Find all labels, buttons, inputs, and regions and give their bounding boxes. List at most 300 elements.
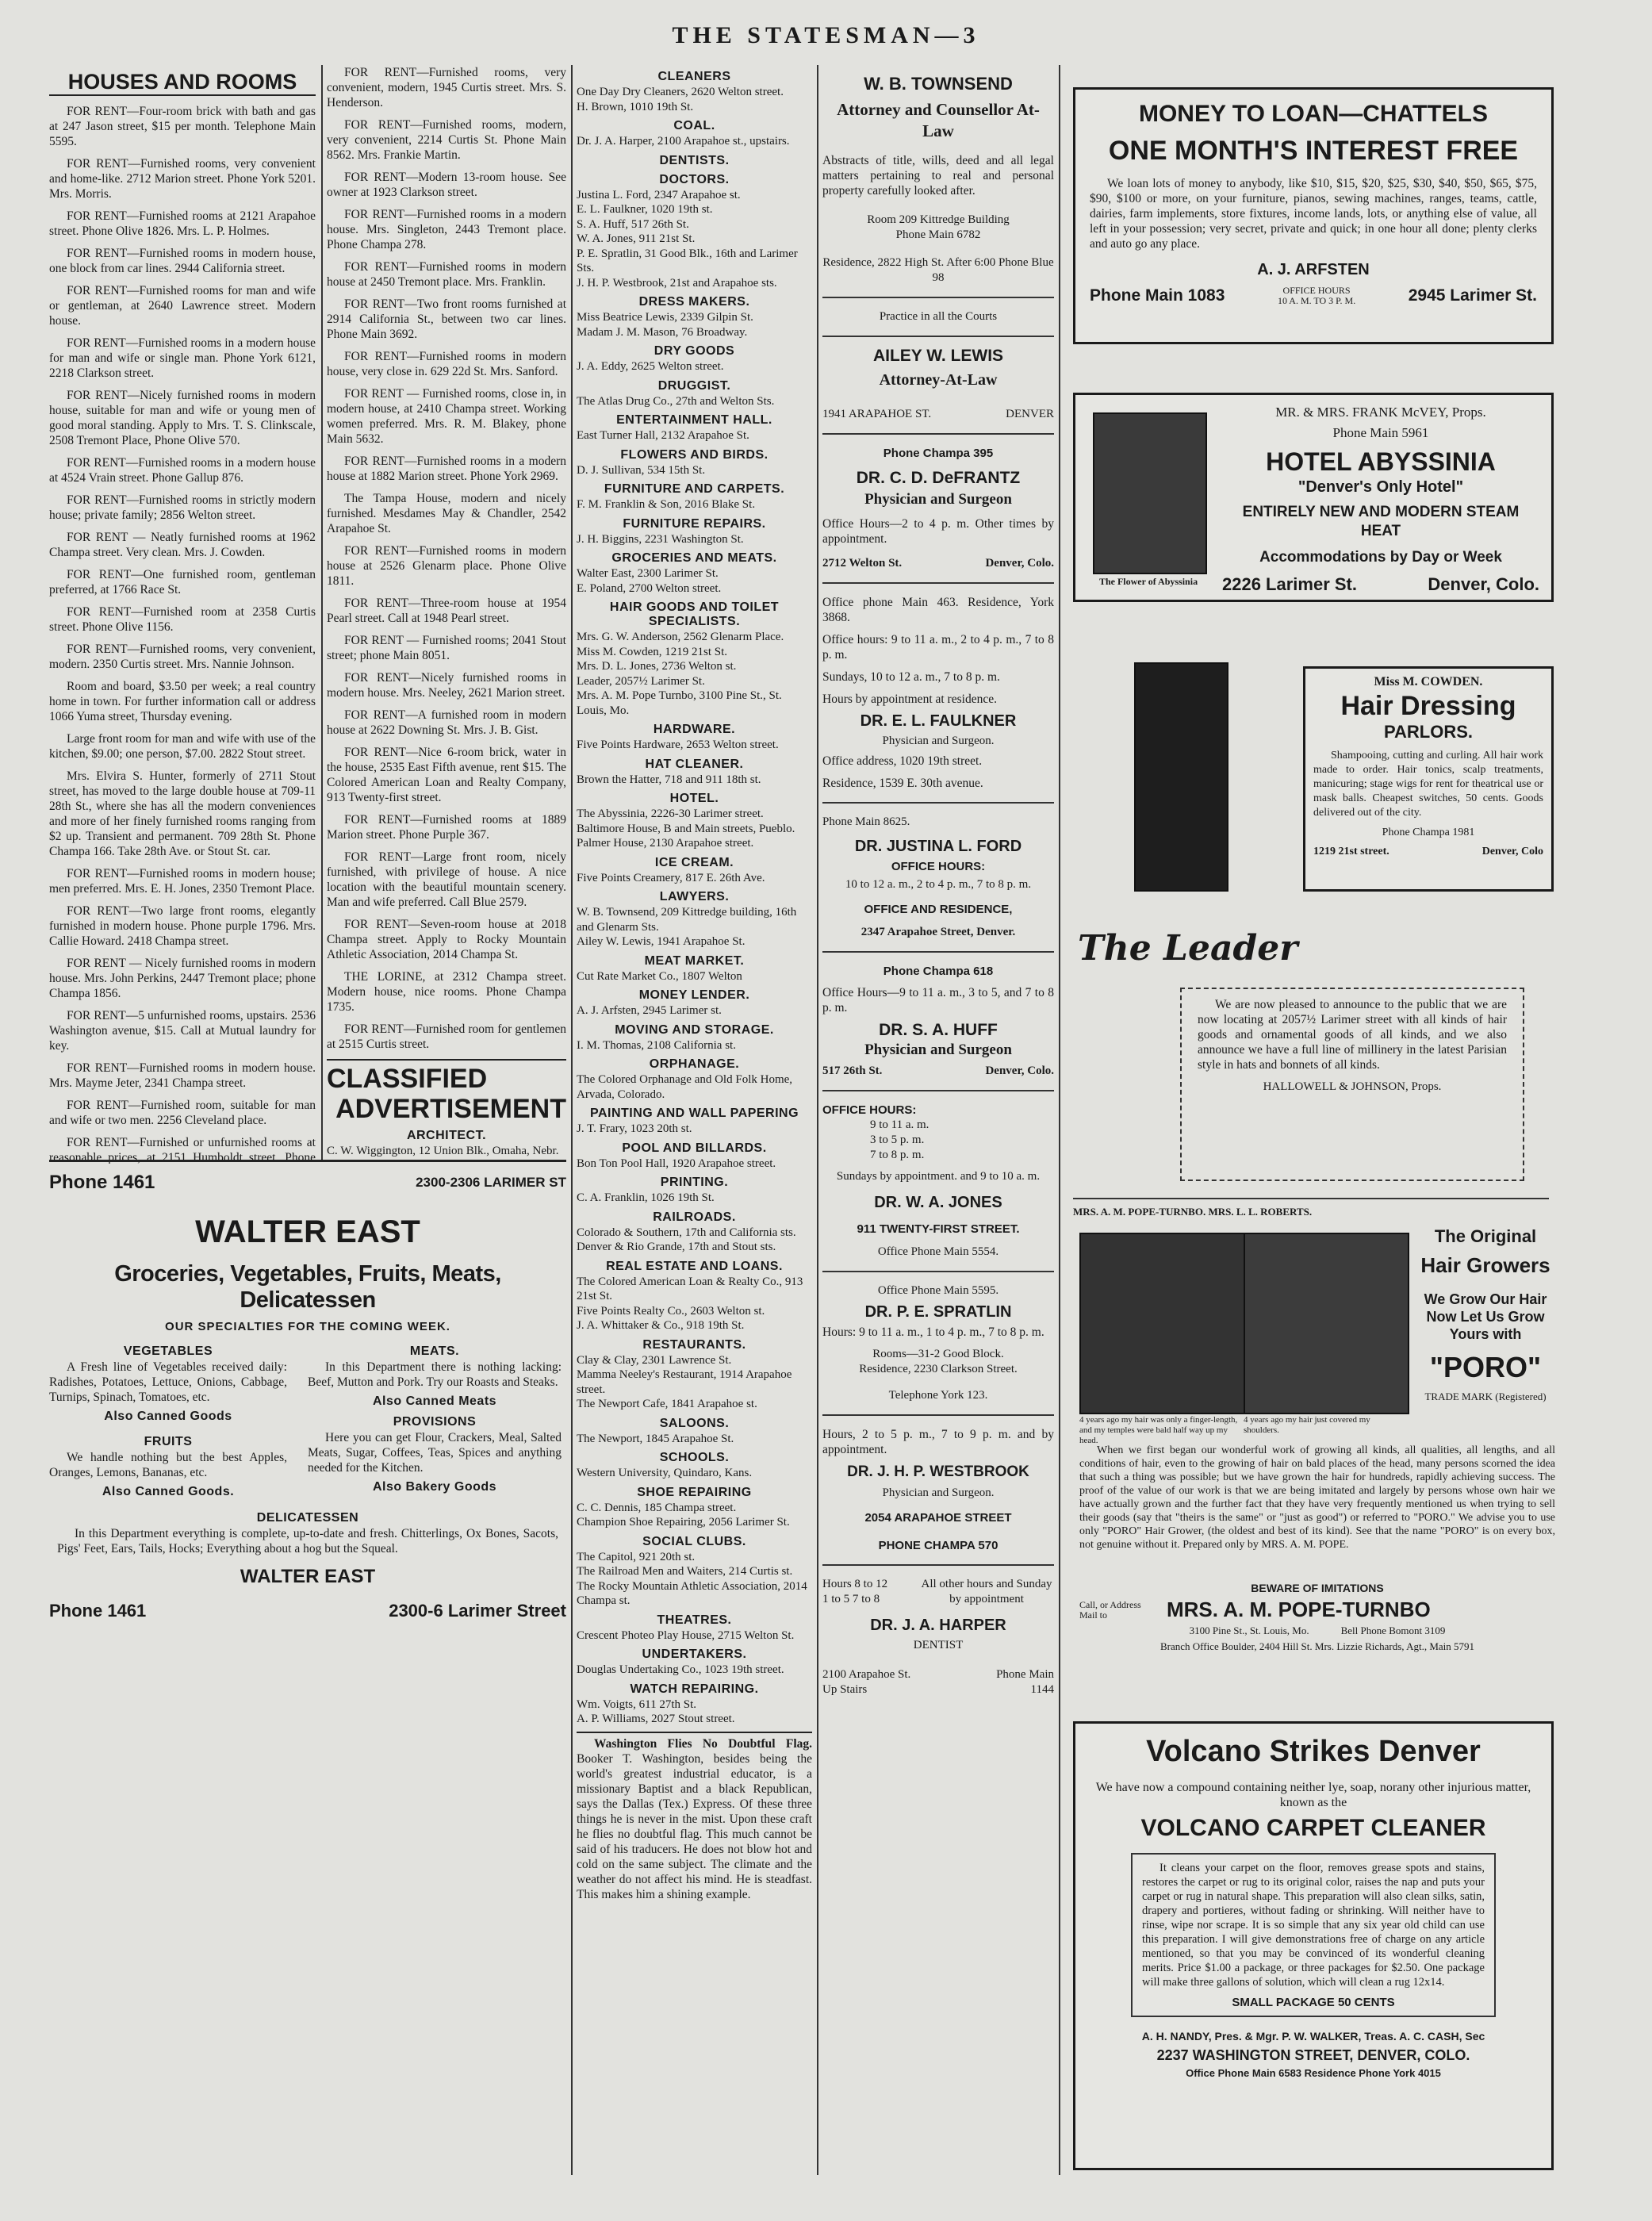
walter-foot-name: WALTER EAST: [240, 1566, 376, 1587]
poro-brand: "PORO": [1429, 1351, 1542, 1383]
lewis-address: 1941 ARAPAHOE ST.: [822, 408, 932, 420]
faulkner-hours: Office hours: 9 to 11 a. m., 2 to 4 p. m., 7 to 8 p. m.: [822, 633, 1054, 662]
directory-entry: Palmer House, 2130 Arapahoe street.: [577, 837, 754, 850]
classified-ad: FOR RENT—Furnished rooms in a modern house for man and wife or single man. Phone York 6121, 2218 Clarkson street.: [49, 336, 316, 380]
section-heading: RESTAURANTS.: [642, 1337, 746, 1352]
lewis-city: DENVER: [1006, 408, 1054, 420]
jones-name: DR. W. A. JONES: [874, 1194, 1002, 1211]
leader-title: The Leader: [1078, 928, 1298, 969]
ford-address: 2347 Arapahoe Street, Denver.: [860, 926, 1016, 938]
westbrook-card: [822, 1427, 1054, 1553]
directory-entry: H. Brown, 1010 19th St.: [577, 100, 694, 113]
directory-entry: Crescent Photeo Play House, 2715 Welton St.: [577, 1628, 795, 1642]
jones-hours-heading: OFFICE HOURS:: [822, 1103, 917, 1117]
westbrook-title: Physician and Surgeon.: [882, 1486, 995, 1499]
directory-entry: A. J. Arfsten, 2945 Larimer st.: [577, 1004, 722, 1017]
hair-address: 1219 21st street.: [1313, 846, 1389, 857]
hair-dressing-ad: [1303, 666, 1554, 892]
directory-entry: Baltimore House, B and Main streets, Pueblo.: [577, 822, 795, 835]
directory-entry: F. M. Franklin & Son, 2016 Blake St.: [577, 498, 756, 511]
houses-column: [49, 65, 316, 1164]
directory-entry: J. T. Frary, 1023 20th st.: [577, 1122, 692, 1135]
hair-city: Denver, Colo: [1481, 846, 1543, 857]
meat-also: Also Canned Meats: [372, 1394, 497, 1408]
ford-hours: 10 to 12 a. m., 2 to 4 p. m., 7 to 8 p. m.: [845, 878, 1032, 891]
section-heading: LAWYERS.: [659, 890, 730, 903]
jones-hours-1: 9 to 11 a. m.: [870, 1118, 929, 1131]
classified-ad: FOR RENT—Large front room, nicely furnished, with privilege of house. A nice location with the beautiful mountain scenery. Man and wife preferred. Call Blue 2579.: [327, 850, 566, 909]
spratlin-telephone: Telephone York 123.: [888, 1389, 988, 1402]
column-rule: [1059, 65, 1060, 2175]
classified-header: [327, 1059, 566, 1124]
section-heading: THEATRES.: [657, 1613, 732, 1627]
classified-ad: FOR RENT—Two large front rooms, elegantly furnished in modern house. Phone purple 1796. Mrs. Callie Howard. 2418 Champa street.: [49, 904, 316, 948]
directory-entry: The Rocky Mountain Athletic Association, 2014 Champa st.: [577, 1579, 807, 1607]
walter-address: 2300-2306 LARIMER ST: [416, 1175, 566, 1190]
harper-phone: Phone Main 1144: [996, 1668, 1054, 1696]
hair-phone: Phone Champa 1981: [1382, 827, 1475, 838]
hotel-accommodations: Accommodations by Day or Week: [1259, 549, 1502, 566]
loan-hours: OFFICE HOURS 10 A. M. TO 3 P. M.: [1277, 285, 1356, 306]
spratlin-hours: Hours: 9 to 11 a. m., 1 to 4 p. m., 7 to 8 p. m.: [822, 1325, 1044, 1339]
section-heading: HARDWARE.: [653, 723, 736, 736]
section-heading: ENTERTAINMENT HALL.: [616, 413, 772, 427]
poro-bell-phone: Bell Phone Bomont 3109: [1340, 1625, 1446, 1636]
ford-name: DR. JUSTINA L. FORD: [854, 838, 1022, 855]
classified-ad: The Tampa House, modern and nicely furnished. Mesdames May & Chandler, 2542 Arapahoe St.: [327, 492, 566, 535]
directory-entry: Five Points Realty Co., 2603 Welton st.: [577, 1304, 765, 1318]
section-heading: GROCERIES AND MEATS.: [611, 551, 777, 565]
loan-title: MONEY TO LOAN—CHATTELS: [1138, 101, 1488, 127]
walter-left: [49, 1340, 287, 1500]
directory-entry: The Railroad Men and Waiters, 214 Curtis st.: [577, 1565, 793, 1578]
directory-entry: C. A. Franklin, 1026 19th St.: [577, 1191, 715, 1204]
ford-card: [822, 815, 1054, 940]
leader-ad: [1073, 928, 1549, 1199]
loan-address: 2945 Larimer St.: [1408, 286, 1537, 305]
directory-entry: Miss M. Cowden, 1219 21st St.: [577, 645, 728, 658]
harper-title: DENTIST: [913, 1639, 964, 1651]
directory-entry: I. M. Thomas, 2108 California st.: [577, 1038, 736, 1052]
directory-entry: The Newport, 1845 Arapahoe St.: [577, 1432, 734, 1445]
poro-names: MRS. A. M. POPE-TURNBO. MRS. L. L. ROBERTS.: [1073, 1206, 1313, 1218]
section-heading: ORPHANAGE.: [649, 1057, 740, 1071]
directory-column: [577, 65, 812, 2175]
section-heading: SOCIAL CLUBS.: [642, 1534, 746, 1548]
poro-text: When we first began our wonderful work of growing all kinds, all qualities, all lengths, and all conditions of hair, even to the growing of hair on bald places of the head, many persons scorned the idea that such a thing was possible; but we have grown the hair for hundreds, rapidly achieving success. The proof of the value of our work is that we are being imitated and largely by persons whose own hair we have actually grown and the further fact that they have very frequently mentioned us when trying to sell their goods (say that "theirs is the same" or "just as good") or referred to "PORO." We advise you to use only "PORO" Hair Grower, (the oldest and best of its kind). See that the name "PORO" is on every box, not genuine without it. Prepared only by MRS. A. M. POPE.: [1079, 1444, 1555, 1551]
defrantz-phone: Phone Champa 395: [883, 447, 994, 460]
directory-entry: W. B. Townsend, 209 Kittredge building, 16th and Glenarm Sts.: [577, 906, 797, 934]
rooms-column: [327, 65, 566, 1164]
ford-hours-heading: OFFICE HOURS:: [891, 860, 986, 873]
jones-card: [822, 1103, 1054, 1260]
poro-caption-1: 4 years ago my hair was only a finger-length, and my temples were bald half way up my head.: [1079, 1415, 1238, 1445]
section-heading: PAINTING AND WALL PAPERING: [589, 1107, 799, 1120]
faulkner-name: DR. E. L. FAULKNER: [860, 712, 1017, 730]
directory-entry: Wm. Voigts, 611 27th St.: [577, 1697, 696, 1711]
loan-phone: Phone Main 1083: [1090, 286, 1225, 305]
prov-heading: PROVISIONS: [393, 1415, 477, 1429]
classified-ad: FOR RENT — Nicely furnished rooms in modern house. Mrs. John Perkins, 2447 Tremont place; phone Champa 1856.: [49, 957, 316, 1000]
faulkner-residence: Residence, 1539 E. 30th avenue.: [822, 777, 983, 790]
section-heading: FURNITURE REPAIRS.: [623, 516, 766, 531]
defrantz-card: [822, 446, 1054, 571]
directory-entry: C. C. Dennis, 185 Champa street.: [577, 1501, 737, 1514]
hair-text: Shampooing, cutting and curling. All hair work made to order. Hair tonics, scalp treatments, manicuring; stage wigs for rent for theatrical use or mask balls. Cheapest switches, 50 cents. Goods delivered out of the city.: [1313, 750, 1543, 819]
spratlin-rooms: Rooms—31-2 Good Block.: [872, 1348, 1004, 1360]
directory-entry: Denver & Rio Grande, 17th and Stout sts.: [577, 1241, 776, 1253]
harper-hours: Hours 8 to 12 1 to 5 7 to 8: [822, 1578, 888, 1605]
dark-image-block: [1134, 662, 1228, 892]
huff-card: [822, 964, 1054, 1079]
lewis-name: AILEY W. LEWIS: [872, 347, 1004, 365]
directory-entry: S. A. Huff, 517 26th St.: [577, 217, 689, 231]
directory-entry: Bon Ton Pool Hall, 1920 Arapahoe street.: [577, 1157, 776, 1170]
fruit-also: Also Canned Goods.: [102, 1485, 235, 1498]
townsend-room: Room 209 Kittredge Building: [867, 213, 1010, 226]
story-title: Washington Flies No Doubtful Flag.: [594, 1736, 812, 1751]
walter-right: [308, 1340, 562, 1500]
classified-ad: FOR RENT—Furnished rooms in modern house at 2450 Tremont place. Mrs. Franklin.: [327, 260, 566, 289]
poro-original: The Original: [1434, 1226, 1537, 1246]
veg-text: A Fresh line of Vegetables received daily: Radishes, Potatoes, Lettuce, Onions, Cabbage, Turnips, Spinach, Tomatoes, etc.: [49, 1360, 287, 1404]
poro-name: MRS. A. M. POPE-TURNBO: [1167, 1598, 1431, 1621]
column-rule: [321, 65, 323, 1160]
harper-card: [822, 1577, 1054, 1697]
meat-text: In this Department there is nothing lacking: Beef, Mutton and Pork. Try our Roasts and Steaks.: [308, 1360, 562, 1389]
prov-text: Here you can get Flour, Crackers, Meal, Salted Meats, Sugar, Coffees, Teas, Spices and anything needed for the Kitchen.: [308, 1431, 562, 1475]
deli-heading: DELICATESSEN: [256, 1511, 359, 1525]
classified-sections: [327, 1129, 566, 1164]
volcano-address: 2237 WASHINGTON STREET, DENVER, COLO.: [1156, 2047, 1470, 2063]
column-rule: [817, 65, 818, 2175]
classified-ad: FOR RENT—Furnished or unfurnished rooms at reasonable prices, at 2151 Humboldt street. Phone: [49, 1136, 316, 1164]
directory-entry: The Newport Cafe, 1841 Arapahoe st.: [577, 1398, 757, 1410]
veg-also: Also Canned Goods: [104, 1410, 232, 1423]
poro-address: 3100 Pine St., St. Louis, Mo.: [1189, 1625, 1309, 1636]
directory-entry: Justina L. Ford, 2347 Arapahoe st.: [577, 188, 741, 201]
hair-subtitle: PARLORS.: [1383, 722, 1474, 742]
defrantz-hours: Office Hours—2 to 4 p. m. Other times by appointment.: [822, 517, 1054, 546]
classified-ad: FOR RENT—Furnished rooms at 2121 Arapahoe street. Phone Olive 1826. Mrs. L. P. Holmes.: [49, 209, 316, 238]
practice-line: Practice in all the Courts: [879, 310, 998, 323]
directory-entry: Mrs. D. L. Jones, 2736 Welton st.: [577, 660, 737, 673]
classified-ad: FOR RENT—Nicely furnished rooms in modern house, suitable for man and wife or young men of good moral standing. Apply to Mrs. T. S. Clinkscale, 2508 Tremont Place, Phone Olive 570.: [49, 389, 316, 447]
townsend-card: [822, 76, 1054, 286]
directory-entry: Dr. J. A. Harper, 2100 Arapahoe st., upstairs.: [577, 135, 790, 148]
section-heading: DRY GOODS: [654, 344, 735, 358]
directory-entry: J. H. Biggins, 2231 Washington St.: [577, 532, 744, 546]
classified-ad: FOR RENT—Four-room brick with bath and gas at 247 Jason street, $15 per month. Telephone Main 5595.: [49, 105, 316, 148]
section-heading: FURNITURE AND CARPETS.: [604, 482, 785, 496]
walter-east-ad: [49, 1160, 566, 2176]
directory-entry: Miss Beatrice Lewis, 2339 Gilpin St.: [577, 311, 753, 324]
directory-entry: East Turner Hall, 2132 Arapahoe St.: [577, 429, 749, 442]
classified-ad: FOR RENT—Furnished rooms, modern, very convenient, 2214 Curtis St. Phone Main 8562. Mrs. Frankie Martin.: [327, 118, 566, 162]
directory-entry: The Capitol, 921 20th st.: [577, 1550, 696, 1563]
directory-entry: The Abyssinia, 2226-30 Larimer street.: [577, 807, 764, 820]
westbrook-name: DR. J. H. P. WESTBROOK: [847, 1463, 1029, 1480]
classified-ad: FOR RENT—Furnished rooms in modern house. Mrs. Mayme Jeter, 2341 Champa street.: [49, 1061, 316, 1090]
huff-city: Denver, Colo.: [985, 1064, 1054, 1077]
volcano-inner-box: [1131, 1853, 1496, 2017]
classified-ad: FOR RENT—Furnished rooms, very convenient and home-like. 2712 Marion street. Phone York 5201. Mrs. Morris.: [49, 157, 316, 201]
directory-entry: Madam J. M. Mason, 76 Broadway.: [577, 325, 748, 339]
classified-ad: FOR RENT—Furnished rooms in modern house; men preferred. Mrs. E. H. Jones, 2350 Tremont Place.: [49, 867, 316, 896]
directory-entry: Mrs. G. W. Anderson, 2562 Glenarm Place.: [577, 631, 784, 643]
huff-address: 517 26th St.: [822, 1064, 883, 1077]
classified-ad: FOR RENT—Furnished room for gentlemen at 2515 Curtis street.: [327, 1022, 566, 1051]
hotel-props: MR. & MRS. FRANK McVEY, Props.: [1275, 405, 1486, 420]
section-heading: DRUGGIST.: [657, 378, 731, 393]
masthead: THE STATESMAN—3: [672, 22, 980, 48]
hotel-new: ENTIRELY NEW AND MODERN STEAM HEAT: [1242, 504, 1520, 539]
townsend-title: Attorney and Counsellor At-Law: [837, 100, 1040, 140]
directory-entry: Champion Shoe Repairing, 2056 Larimer St.: [577, 1516, 790, 1529]
ford-phone: Phone Main 8625.: [822, 815, 910, 828]
westbrook-address: 2054 ARAPAHOE STREET: [864, 1511, 1012, 1525]
classified-ad: FOR RENT—A furnished room in modern house at 2622 Downing St. Mrs. J. B. Gist.: [327, 708, 566, 737]
westbrook-phone: PHONE CHAMPA 570: [878, 1539, 998, 1552]
prov-also: Also Bakery Goods: [372, 1480, 497, 1494]
volcano-officers: A. H. NANDY, Pres. & Mgr. P. W. WALKER, Treas. A. C. CASH, Sec: [1141, 2030, 1485, 2043]
spratlin-residence: Residence, 2230 Clarkson Street.: [859, 1363, 1018, 1375]
classified-ad: FOR RENT—Furnished room, suitable for man and wife or two men. 2256 Cleveland place.: [49, 1099, 316, 1127]
section-heading: HAIR GOODS AND TOILET SPECIALISTS.: [609, 600, 780, 628]
classified-ad: FOR RENT—Furnished rooms, very convenient, modern. 2350 Curtis street. Mrs. Nannie Johnson.: [49, 643, 316, 671]
classified-ad: FOR RENT—Furnished rooms in strictly modern house; private family; 2856 Welton street.: [49, 493, 316, 522]
directory-entry: Mrs. A. M. Pope Turnbo, 3100 Pine St., St. Louis, Mo.: [577, 689, 782, 717]
section-heading: ARCHITECT.: [406, 1129, 487, 1142]
section-heading: MOVING AND STORAGE.: [615, 1022, 774, 1037]
hotel-name: HOTEL ABYSSINIA: [1266, 447, 1496, 476]
poro-branch: Branch Office Boulder, 2404 Hill St. Mrs. Lizzie Richards, Agt., Main 5791: [1159, 1640, 1475, 1652]
directory-entry: E. L. Faulkner, 1020 19th st.: [577, 203, 713, 216]
flower-photo: [1093, 412, 1207, 574]
huff-phone: Phone Champa 618: [883, 965, 994, 978]
section-heading: WATCH REPAIRING.: [630, 1682, 759, 1696]
directory-entry: J. H. P. Westbrook, 21st and Arapahoe sts.: [577, 276, 777, 290]
directory-entry: Five Points Hardware, 2653 Welton street.: [577, 738, 779, 751]
hotel-abyssinia-ad: [1073, 393, 1554, 602]
section-heading: MONEY LENDER.: [638, 988, 750, 1002]
volcano-small-package: SMALL PACKAGE 50 CENTS: [1232, 1996, 1395, 2009]
section-heading: POOL AND BILLARDS.: [622, 1141, 767, 1155]
classified-ad: FOR RENT—Furnished rooms, very convenient, modern, 1945 Curtis street. Mrs. S. Henderson.: [327, 66, 566, 109]
lewis-card: [822, 348, 1054, 422]
section-heading: COAL.: [673, 119, 715, 132]
professional-column: [822, 65, 1054, 2175]
leader-box: [1180, 988, 1524, 1181]
houses-ads: [49, 104, 316, 1164]
faulkner-card: [822, 595, 1054, 791]
westbrook-hours: Hours, 2 to 5 p. m., 7 to 9 p. m. and by appointment.: [822, 1428, 1054, 1456]
classified-ad: FOR RENT—Furnished rooms for man and wife or gentleman, at 2640 Lawrence street. Modern house.: [49, 284, 316, 328]
loan-subtitle: ONE MONTH'S INTEREST FREE: [1108, 136, 1519, 166]
section-heading: UNDERTAKERS.: [642, 1648, 747, 1661]
column-rule: [571, 65, 573, 2175]
classified-ad: FOR RENT—Three-room house at 1954 Pearl street. Call at 1948 Pearl street.: [327, 596, 566, 625]
townsend-phone: Phone Main 6782: [895, 228, 981, 241]
huff-title: Physician and Surgeon: [864, 1041, 1012, 1058]
townsend-text: Abstracts of title, wills, deed and all legal matters pertaining to real and personal property carefully looked after.: [822, 154, 1054, 198]
directory-entry: Walter East, 2300 Larimer St.: [577, 567, 719, 580]
faulkner-title: Physician and Surgeon.: [882, 735, 995, 747]
directory-entry: The Colored Orphanage and Old Folk Home, Arvada, Colorado.: [577, 1073, 793, 1101]
poro-caption-2: 4 years ago my hair just covered my shoulders.: [1244, 1415, 1370, 1435]
classified-ad: THE LORINE, at 2312 Champa street. Modern house, nice rooms. Phone Champa 1735.: [327, 970, 566, 1014]
walter-foot-phone: Phone 1461: [49, 1601, 147, 1621]
section-heading: RAILROADS.: [653, 1210, 736, 1224]
jones-address: 911 TWENTY-FIRST STREET.: [857, 1222, 1020, 1236]
defrantz-title: Physician and Surgeon: [864, 491, 1012, 508]
classified-ad: FOR RENT—Furnished room at 2358 Curtis street. Phone Olive 1156.: [49, 605, 316, 634]
spratlin-card: [822, 1283, 1054, 1403]
directory-entry: The Colored American Loan & Realty Co., 913 21st St.: [577, 1275, 803, 1302]
jones-sundays: Sundays by appointment. and 9 to 10 a. m.: [836, 1170, 1041, 1183]
story-text: Booker T. Washington, besides being the world's greatest industrial educator, is a missionary Baptist and a black Republican, says the Dallas (Tex.) Express. Of these three things he is never in the mist. Upon these craft he flies no doubtful flag. This much cannot be said of his traducers. He does not blow hot and cold on the same subject. The climate and the weather do not affect his mind. He is steadfast. This makes him a shining example.: [577, 1751, 812, 1901]
directory-entry: The Atlas Drug Co., 27th and Welton Sts.: [577, 394, 775, 408]
directory-entry: E. Poland, 2700 Welton street.: [577, 581, 722, 595]
jones-hours-3: 7 to 8 p. m.: [870, 1149, 925, 1161]
directory-entry: J. A. Whittaker & Co., 918 19th St.: [577, 1319, 745, 1332]
leader-text: We are now pleased to announce to the public that we are now locating at 2057½ Larimer street with all kinds of hair goods and ornamental goods of all kinds, and we also announce we have a full line of millinery in the latest Parisian style in hats and bonnets of all kinds.: [1198, 998, 1507, 1072]
walter-foot-address: 2300-6 Larimer Street: [389, 1601, 566, 1621]
harper-other: All other hours and Sunday by appointment: [921, 1578, 1052, 1605]
classified-ad: FOR RENT—Furnished rooms in modern house, very close in. 629 22d St. Mrs. Sanford.: [327, 350, 566, 378]
directory-sections: [577, 70, 812, 1727]
section-heading: ICE CREAM.: [654, 855, 734, 869]
meat-heading: MEATS.: [409, 1344, 460, 1358]
directory-entry: Douglas Undertaking Co., 1023 19th street.: [577, 1663, 784, 1676]
hotel-city: Denver, Colo.: [1428, 574, 1539, 594]
huff-name: DR. S. A. HUFF: [879, 1021, 998, 1039]
section-heading: REAL ESTATE AND LOANS.: [606, 1259, 783, 1273]
poro-photo-1: [1079, 1233, 1245, 1414]
fruit-text: We handle nothing but the best Apples, Oranges, Lemons, Bananas, etc.: [49, 1451, 287, 1479]
classified-ad: FOR RENT—Furnished rooms in a modern house at 1882 Marion street. Phone York 2969.: [327, 455, 566, 483]
classified-ad: FOR RENT — Furnished rooms; 2041 Stout street; phone Main 8051.: [327, 634, 566, 662]
directory-entry: Colorado & Southern, 17th and California sts.: [577, 1226, 796, 1239]
directory-entry: Western University, Quindaro, Kans.: [577, 1467, 753, 1479]
section-heading: DOCTORS.: [659, 172, 730, 186]
directory-entry: J. A. Eddy, 2625 Welton street.: [577, 360, 724, 373]
jones-hours-2: 3 to 5 p. m.: [870, 1134, 925, 1146]
jones-phone: Office Phone Main 5554.: [877, 1245, 999, 1258]
classified-ad: FOR RENT—Furnished rooms in a modern house at 4524 Vrain street. Phone Gallup 876.: [49, 456, 316, 485]
loan-text: We loan lots of money to anybody, like $10, $15, $20, $25, $30, $40, $50, $65, $75, $90, $100 or more, on your furniture, pianos, sewing machines, ranges, teams, cattle, dairies, farm implements, store fixtures, income lands, lots, or anything else of value, all left in your possession; very secret, private and quick; in one hour all done; plenty clerks and auto go any place.: [1090, 177, 1537, 251]
classified-ad: FOR RENT—Two front rooms furnished at 2914 California St., between two car lines. Phone Main 3692.: [327, 297, 566, 341]
lewis-title: Attorney-At-Law: [879, 371, 998, 389]
classified-ad: FOR RENT—One furnished room, gentleman preferred, at 1766 Race St.: [49, 568, 316, 596]
walter-phone: Phone 1461: [49, 1172, 155, 1193]
directory-entry: P. E. Spratlin, 31 Good Blk., 16th and Larimer Sts.: [577, 247, 798, 274]
classified-ad: FOR RENT—Seven-room house at 2018 Champa street. Apply to Rocky Mountain Athletic Association, 2014 Champa St.: [327, 918, 566, 961]
poro-photo-2: [1244, 1233, 1409, 1414]
hair-name: Miss M. COWDEN.: [1374, 675, 1483, 689]
veg-heading: VEGETABLES: [123, 1344, 213, 1358]
hotel-phone: Phone Main 5961: [1332, 425, 1429, 440]
directory-entry: One Day Dry Cleaners, 2620 Welton street.: [577, 86, 784, 98]
directory-entry: Mamma Neeley's Restaurant, 1914 Arapahoe street.: [577, 1368, 792, 1396]
classified-ad: FOR RENT—Furnished rooms in modern house at 2526 Glenarm place. Phone Olive 1811.: [327, 544, 566, 588]
directory-entry: Leader, 2057½ Larimer St.: [577, 674, 705, 688]
section-heading: DENTISTS.: [659, 153, 730, 167]
directory-entry: Clay & Clay, 2301 Lawrence St.: [577, 1353, 732, 1367]
classified-ad: FOR RENT—Furnished rooms in modern house, one block from car lines. 2944 California street.: [49, 247, 316, 275]
poro-growers: Hair Growers: [1420, 1253, 1550, 1277]
volcano-text: It cleans your carpet on the floor, removes grease spots and stains, restores the carpet or rug to its original color, raises the nap and puts your carpet or rug in natural shape. This preparation will also clean silks, satin, drapery and portieres, without fading or shrinking. Will neither have to rinse, wipe nor scrape. It is so simple that any six year old child can use this preparation. I will give demonstrations free of charge on any article mentioned, so that you may be convinced of its wonderful cleaning merits. Price $1.00 a package, or three packages for $2.50. One package will make three gallons of solution, which will clean a rug 12x14.: [1142, 1862, 1485, 1989]
classified-ad: FOR RENT—Modern 13-room house. See owner at 1923 Clarkson street.: [327, 171, 566, 199]
section-heading: MEAT MARKET.: [644, 953, 745, 968]
faulkner-phone: Office phone Main 463. Residence, York 3868.: [822, 596, 1054, 624]
washington-story: [577, 1732, 812, 1902]
classified-ad: FOR RENT — Furnished rooms, close in, in modern house, at 2410 Champa street. Working women preferred. Mrs. R. M. Blakey, phone Main 5632.: [327, 387, 566, 446]
directory-entry: D. J. Sullivan, 534 15th St.: [577, 463, 706, 477]
classified-ad: FOR RENT—Nicely furnished rooms in modern house. Mrs. Neeley, 2621 Marion street.: [327, 671, 566, 700]
section-heading: HOTEL.: [669, 792, 719, 805]
volcano-ad: [1073, 1721, 1554, 2170]
section-heading: FLOWERS AND BIRDS.: [620, 447, 769, 462]
hotel-caption: The Flower of Abyssinia: [1098, 576, 1198, 587]
townsend-residence: Residence, 2822 High St. After 6:00 Phone Blue 98: [822, 256, 1054, 284]
ford-office: OFFICE AND RESIDENCE,: [864, 903, 1013, 916]
classified-title-2: ADVERTISEMENT: [335, 1094, 566, 1124]
faulkner-sundays: Sundays, 10 to 12 a. m., 7 to 8 p. m.: [822, 670, 1000, 684]
hotel-tagline: "Denver's Only Hotel": [1297, 478, 1464, 496]
classified-ad: Large front room for man and wife with use of the kitchen, $9.00; one person, $7.00. 2822 Stout street.: [49, 732, 316, 761]
classified-ad: FOR RENT—Nice 6-room brick, water in the house, 2535 East Fifth avenue, rent $15. The Colored American Loan and Realty Company, 913 Twenty-first street.: [327, 746, 566, 804]
faulkner-appointment: Hours by appointment at residence.: [822, 692, 997, 706]
section-heading: CLEANERS: [657, 70, 731, 83]
classified-title: CLASSIFIED: [327, 1064, 488, 1094]
spratlin-name: DR. P. E. SPRATLIN: [864, 1303, 1012, 1321]
poro-call: Call, or Address Mail to: [1079, 1598, 1141, 1621]
section-heading: SHOE REPAIRING: [637, 1485, 752, 1499]
directory-entry: Cut Rate Market Co., 1807 Welton: [577, 969, 742, 983]
classified-ad: FOR RENT — Neatly furnished rooms at 1962 Champa street. Very clean. Mrs. J. Cowden.: [49, 531, 316, 559]
section-heading: PRINTING.: [660, 1176, 729, 1189]
defrantz-name: DR. C. D. DeFRANTZ: [856, 469, 1021, 487]
poro-grow: We Grow Our Hair Now Let Us Grow Yours with: [1424, 1291, 1547, 1342]
defrantz-address: 2712 Welton St.: [822, 557, 903, 570]
hair-title: Hair Dressing: [1340, 691, 1516, 721]
directory-entry: Brown the Hatter, 718 and 911 18th st.: [577, 773, 761, 786]
fruit-heading: FRUITS: [144, 1435, 193, 1448]
spratlin-phone: Office Phone Main 5595.: [877, 1284, 999, 1297]
walter-name: WALTER EAST: [195, 1214, 420, 1249]
volcano-phones: Office Phone Main 6583 Residence Phone York 4015: [1186, 2067, 1441, 2079]
directory-entry: Five Points Creamery, 817 E. 26th Ave.: [577, 871, 765, 884]
walter-specials: OUR SPECIALTIES FOR THE COMING WEEK.: [165, 1320, 450, 1333]
defrantz-city: Denver, Colo.: [985, 557, 1054, 570]
harper-name: DR. J. A. HARPER: [870, 1617, 1006, 1634]
deli-text: In this Department everything is complete, up-to-date and fresh. Chitterlings, Ox Bones, Sacots, Pigs' Feet, Ears, Tails, Hocks; Everything about a hog but the Squeal.: [57, 1527, 558, 1555]
loan-name: A. J. ARFSTEN: [1257, 261, 1370, 278]
hotel-address: 2226 Larimer St.: [1222, 574, 1357, 594]
poro-ad: [1073, 1206, 1565, 1658]
poro-trademark: TRADE MARK (Registered): [1424, 1391, 1547, 1402]
classified-ad: FOR RENT—Furnished rooms at 1889 Marion street. Phone Purple 367.: [327, 813, 566, 842]
directory-entry: C. W. Wiggington, 12 Union Blk., Omaha, Nebr.: [327, 1145, 559, 1157]
volcano-title: Volcano Strikes Denver: [1146, 1735, 1481, 1768]
directory-entry: W. A. Jones, 911 21st St.: [577, 232, 696, 245]
leader-props: HALLOWELL & JOHNSON, Props.: [1263, 1080, 1442, 1093]
section-heading: SCHOOLS.: [659, 1451, 730, 1464]
walter-tagline: Groceries, Vegetables, Fruits, Meats, Delicatessen: [114, 1261, 501, 1313]
townsend-name: W. B. TOWNSEND: [864, 74, 1013, 94]
houses-title: HOUSES AND ROOMS: [49, 70, 316, 96]
